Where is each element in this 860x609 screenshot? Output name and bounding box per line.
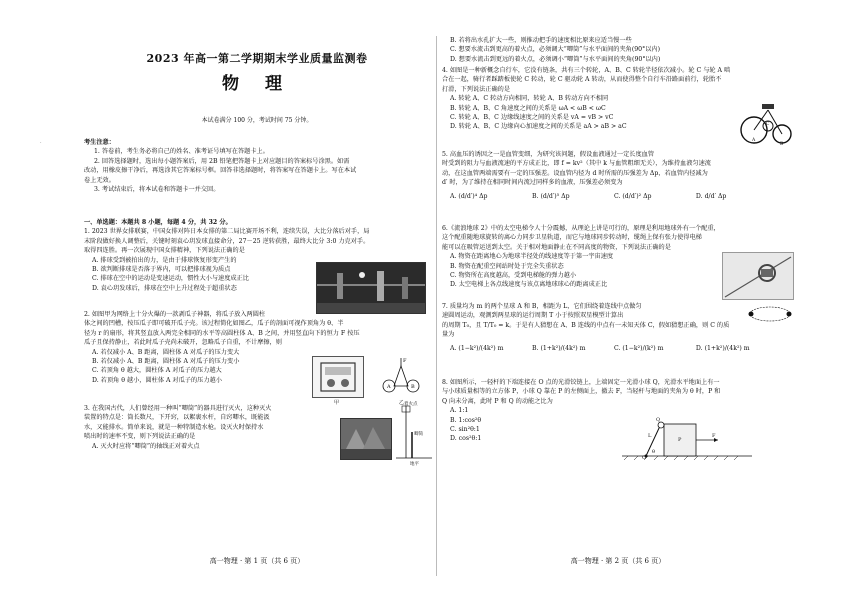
fig-label-jia: 甲 [334, 400, 340, 406]
q2-option-c: C. 若顶角 θ 越大，圆柱体 A 对瓜子的压力越大 [92, 367, 222, 375]
volleyball-photo [316, 262, 426, 314]
seed-diagram-illustration [376, 356, 426, 398]
q7-option-c: C. (1−k²)/(k²) m [613, 344, 664, 352]
q2-line: 2. 如图甲为网络上十分火爆的一款剥瓜子神器，将瓜子放入两圆柱 [84, 311, 266, 318]
q8-option-b: B. 1:cos²θ [450, 416, 482, 424]
q6-option-c: C. 物资所在高度越高，受到电梯舱的弹力越小 [450, 272, 577, 280]
q1-line: 末阶段做好换人调整后，关键时刻袁心玥发球直接命分，27－25 逆转获胜，最终大比分 3:0 力克对手。 [84, 237, 370, 245]
ancient-fire-drawing [341, 419, 391, 459]
q7-options [442, 344, 794, 353]
bike-label-b: B [780, 142, 784, 147]
question-3-continued [442, 36, 794, 64]
space-elevator-photo [722, 252, 794, 300]
q5-options [442, 192, 794, 201]
notice-head: 考生注意： [84, 139, 115, 146]
q4-option-c: C. 转轮 A、B、C 边缘线速度之间的关系是 vA = vB > vC [450, 114, 614, 122]
q4-line: 打滑，下列说法正确的是 [442, 85, 511, 93]
q6-line: 6.《流浪地球 2》中的太空电梯令人十分震撼，从理论上讲是可行的，原理是利用地球外有一个配重， [442, 225, 720, 232]
fig-label-yi: 乙 [399, 400, 405, 406]
notice-line: 改动，用橡皮擦干净后，再选涂其它答案标号框。回答非选择题时，将答案写在答题卡上。写在本试 [84, 167, 357, 175]
svg-text:B: B [411, 384, 415, 390]
fig-label-q: Q [656, 417, 661, 423]
q5-line: 时受到的阻力与血液流速的平方成正比，即 f = kv²（其中 k 与血管粗细无关），为维持血液匀速流 [442, 160, 711, 168]
seed-cracker-illustration [313, 357, 363, 397]
q8-line: Q 向未分离，此时 P 和 Q 的动能之比为 [442, 397, 553, 405]
q5-line: 动，在这血管两端需要有一定的压强差。设血管内径为 d 时所需的压强差为 Δp，若血管内径减为 [442, 169, 708, 177]
margin-mark: · [40, 140, 42, 146]
q8-option-c: C. sin²θ:1 [450, 426, 480, 434]
q4-line: 合在一起，骑行者踩踏板使轮 C 转动，轮 C 驱动轮 A 转动，从而使得整个自行车沿路面前行，轮胎不 [442, 76, 722, 84]
q1-line: 1. 2023 世界女排联赛，中国女排对阵日本女排的第二局比赛开场不利，连续失误，大比分落后对手，局 [84, 228, 370, 236]
q7-option-d: D. (1+k²)/(4k²) m [695, 344, 750, 352]
q8-line: 8. 如图所示，一轻杆的下端连接在 O 点的光滑铰链上，上端固定一光滑小球 Q，光滑水平地面上有一 [442, 379, 720, 386]
q2-line: 瓜子且保持静止，若此时瓜子壳尚未破开，忽略瓜子自重，不计摩擦，则 [84, 339, 282, 347]
q4-option-d: D. 转轮 A、B、C 边缘向心加速度之间的关系是 aA > aB > aC [450, 123, 627, 131]
q4-option-a: A. 转轮 A、C 转动方向相同，转轮 A、B 转动方向不相同 [450, 95, 609, 103]
q4-option-b: B. 转轮 A、B、C 角速度之间的关系是 ωA < ωB < ωC [450, 104, 606, 112]
question-5 [442, 150, 794, 201]
bike-label-c: C [766, 122, 770, 127]
q3-option-c: C. 想要水流击到更高的着火点，必须调大“唧筒”与水平面间的夹角(90°以内) [450, 46, 661, 54]
binary-star-drawing [748, 304, 792, 324]
volleyball-photo-illustration [317, 263, 425, 313]
page-divider [436, 36, 437, 576]
q7-option-a: A. (1−k²)/(4k²) m [450, 344, 504, 352]
question-7 [442, 302, 794, 353]
q6-line: 这个配重随地球旋转的离心力同步卫星轨道，而它与地球同步转动时，缆绳上保有张力使得电梯 [442, 234, 702, 242]
q5-option-d: D. d/d′ Δp [695, 192, 727, 200]
q7-line: 的周期 T₀，且 T/T₀ = k。于是有人猜想在 A、B 连线的中点有一未知天体 C，假如猜想正确，则 C 的质 [442, 321, 730, 329]
fig-label-o: O [642, 455, 647, 461]
q2-option-a: A. 若仅减小 A、B 距离，圆柱体 A 对瓜子的压力变大 [92, 348, 240, 356]
page-2 [442, 0, 794, 609]
q7-line: 量为 [442, 331, 455, 339]
q5-option-a: A. (d/d′)⁴ Δp [450, 192, 488, 200]
q1-option-b: B. 欲判断排球是否落于界内，可以把排球视为质点 [92, 266, 231, 274]
q3-option-a: A. 灭火时应将“唧筒”的轴线正对着火点 [92, 442, 200, 450]
q3-line: 3. 在我国古代，人们曾经用一种叫“唧筒”的器具进行灭火，这种灭火 [84, 405, 272, 412]
q8-option-a: A. 1:1 [450, 407, 469, 415]
fig-label-ground: 地平 [410, 462, 419, 467]
q8-line: 与小球质量相等的立方体 P，小球 Q 靠在 P 的左侧面上，撤去 F，当轻杆与地面的夹角为 θ 时，P 和 [442, 388, 721, 396]
fig-label-p: P [678, 437, 682, 443]
q1-line: 取得四连胜。再一次展现中国女排精神，下列说法正确的是 [84, 247, 245, 255]
notice-line: 3. 考试结束后，将本试卷和答题卡一并交回。 [94, 186, 220, 194]
q1-option-d: D. 袁心玥发球后，排球在空中上升过程处于超重状态 [92, 284, 237, 292]
q3-option-b: B. 若将出水孔扩大一些，则推动把手的速度相比原来应适当慢一些 [450, 37, 632, 44]
q1-option-c: C. 排球在空中的运动是变速运动，惯性大小与速度成正比 [92, 275, 249, 283]
q7-line: 速圆周运动，观测到两星球的运行周期 T 小于按照双星模型计算出 [442, 312, 624, 320]
q5-option-c: C. (d/d′)² Δp [613, 192, 652, 200]
q4-line: 4. 如图是一种新概念自行车，它没有链条，共有三个转轮，A、B、C 转轮半径依次减小。轮 C 与轮 A 啮 [442, 67, 731, 74]
notice-line: 1. 答卷前，考生务必将自己的姓名、准考证号填写在答题卡上。 [94, 148, 269, 156]
svg-text:A: A [387, 384, 391, 390]
notice-line: 卷上无效。 [84, 176, 115, 184]
q6-option-b: B. 物资在配重空间站时处于完全失重状态 [450, 262, 564, 270]
score-note: 本试卷满分 100 分，考试时间 75 分钟。 [201, 117, 313, 124]
q3-line: 装置的特点是：筒长数尺，下开窍，以絮裹水杆，自窍唧水，既能汲 [84, 414, 270, 422]
fig-label-l: L [648, 433, 652, 439]
notice-line: 2. 回答选择题时，选出每小题答案后，用 2B 铅笔把答题卡上对应题目的答案标号涂黑。如需 [94, 157, 350, 165]
space-elevator-illustration [723, 253, 793, 299]
q5-option-b: B. (d/d′)⁵ Δp [531, 192, 570, 200]
q3-line: 水，又能排水。简单来说，就是一种特制造水枪。设灭火时保持水 [84, 423, 264, 431]
fig-label-theta: θ [652, 449, 656, 455]
ancient-fire-illustration [340, 418, 392, 460]
q8-option-d: D. cos²θ:1 [450, 435, 482, 443]
page-1 [84, 0, 430, 609]
page-1-footer: 高一物理 · 第 1 页（共 6 页） [209, 557, 305, 565]
q3-option-d: D. 想要水流击到更远的着火点，必须调小“唧筒”与水平面间的夹角(90°以内) [450, 55, 661, 63]
q7-line: 7. 质量均为 m 的两个星球 A 和 B，相距为 L，它们围绕着连线中点做匀 [442, 303, 642, 310]
q5-line: 5. 高血压的诱因之一是血管变细，为研究该问题，假设血液通过一定长度血管 [442, 151, 655, 158]
bike-label-a: A [752, 138, 756, 143]
exam-title: 2023 年高一第二学期期末学业质量监测卷 [146, 52, 368, 65]
fig-label-pump: 唧筒 [414, 432, 423, 437]
q3-line: 喷出时的速率不变，则下列说法正确的是 [84, 433, 196, 441]
q5-line: d′ 时，为了维持在相同时间内流过同样多的血液，压强差必须变为 [442, 179, 623, 187]
q2-line: 径为 r 的扇形，将其竖直放入两完全相同的水平等高圆柱体 A、B 之间，并用竖直向下的恒力 F 按压 [84, 329, 360, 337]
seed-cracker-photo [312, 356, 364, 398]
section-heading: 一、单选题：本题共 8 小题，每题 4 分，共 32 分。 [84, 219, 232, 226]
q2-option-b: B. 若仅减小 A、B 距离，圆柱体 A 对瓜子的压力变小 [92, 358, 240, 366]
q2-line: 体之间的凹槽，按压瓜子即可破开瓜子壳。该过程简化如图乙，瓜子的剖面可视作顶角为 θ、半 [84, 320, 344, 328]
fig-label-fire-point: 着火点 [404, 402, 418, 407]
q6-option-d: D. 太空电梯上各点线速度与该点离地球球心的距离成正比 [450, 281, 608, 289]
svg-text:F: F [403, 358, 407, 364]
fig-label-f: F [712, 433, 716, 439]
seed-diagram [376, 356, 426, 398]
q2-option-d: D. 若顶角 θ 越小，圆柱体 A 对瓜子的压力越小 [92, 376, 222, 384]
binary-star-figure [748, 304, 792, 324]
page-2-footer: 高一物理 · 第 2 页（共 6 页） [570, 557, 666, 565]
q1-option-a: A. 排球受到被拍出的力，是由于排球恢复形变产生的 [92, 256, 237, 264]
q7-option-b: B. (1+k²)/(4k²) m [531, 344, 586, 352]
q6-option-a: A. 物资在距离地心为地球半径处的线速度等于第一宇宙速度 [450, 253, 614, 261]
q6-line: 能可以在吸管运送到太空。关于相对地面静止在不同高度的物资，下列说法正确的是 [442, 243, 671, 251]
notices [84, 138, 430, 194]
subject-title: 物 理 [222, 74, 292, 94]
